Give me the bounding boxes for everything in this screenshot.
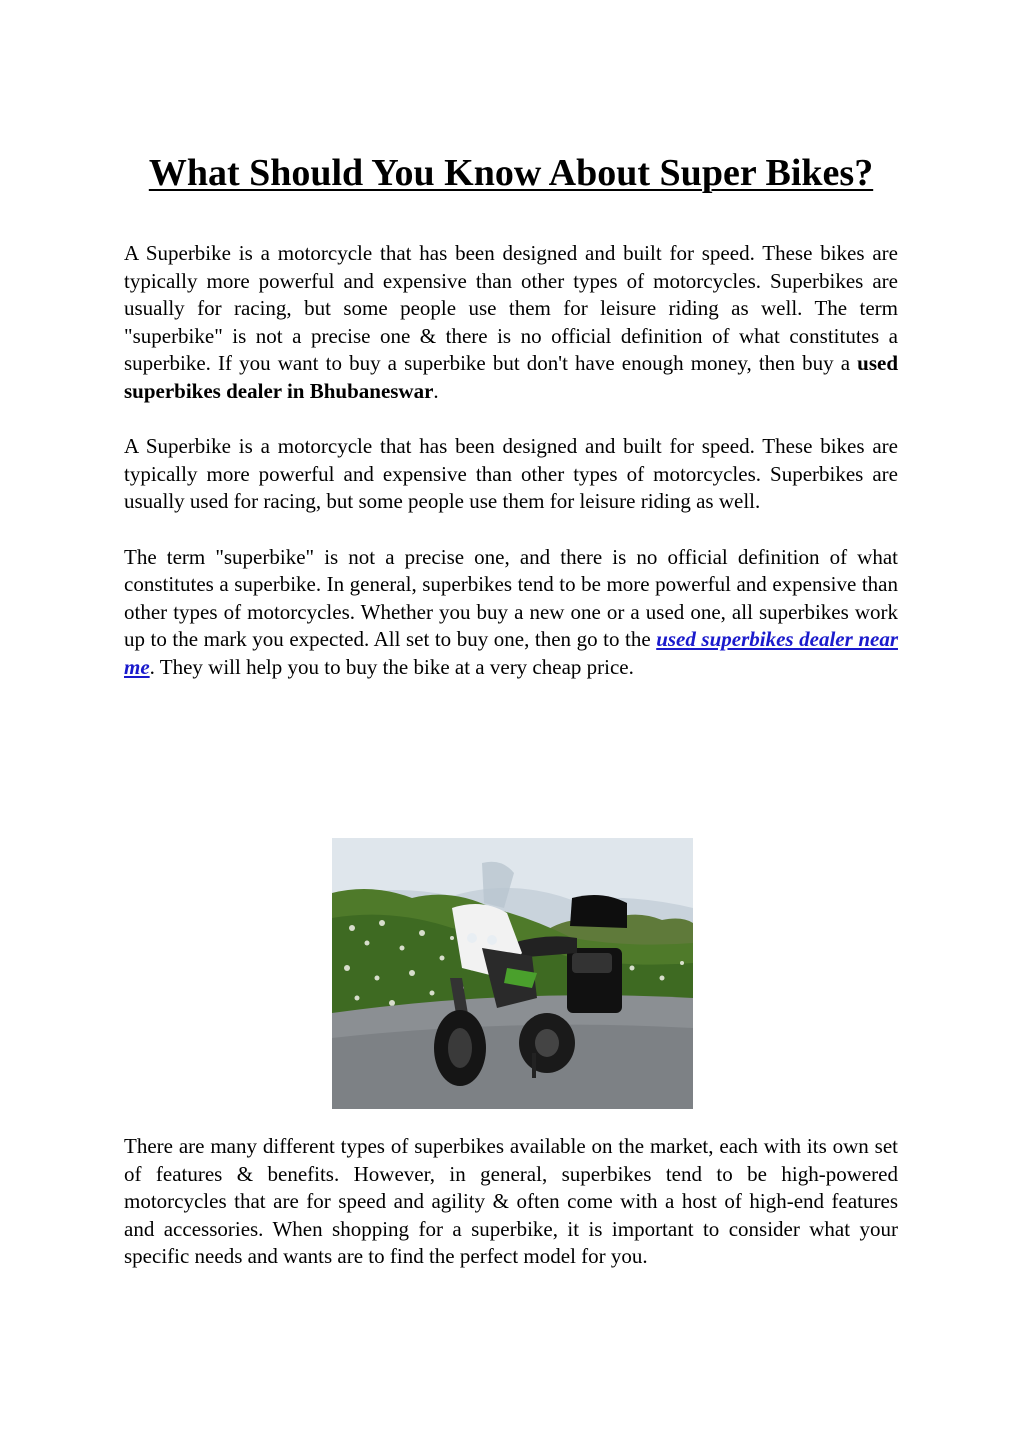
paragraph-four: There are many different types of superbikes available on the market, each with its own set of features & benefits. However, in general, superbikes tend to be high-powered motorcycles that are for speed and agility & often come with a host of high-end features and accessories. When shopping for a superbike, it is important to consider what your specific needs and wants are to find the perfect model for you. xyxy=(124,1134,898,1269)
paragraph-three-text: The term "superbike" is not a precise one, and there is no official definition of what constitutes a superbike. In general, superbikes tend to be more powerful and expensive than other types of motorcycles. Whether you buy a new one or a used one, all superbikes work up to the mark you expected. All set to buy one, then go to the xyxy=(124,544,898,652)
paragraph-intro xyxy=(124,240,898,406)
document-page xyxy=(124,148,898,682)
paragraph-three-end: . They will help you to buy the bike at a very cheap price. xyxy=(149,654,634,679)
motorcycle-photo xyxy=(332,838,693,1109)
paragraph-intro-text: A Superbike is a motorcycle that has been designed and built for speed. These bikes are typically more powerful and expensive than other types of motorcycles. Superbikes are usually for racing, but some people use them for leisure riding as well. The term "superbike" is not a precise one & there is no official definition of what constitutes a superbike. If you want to buy a superbike but don't have enough money, then buy a xyxy=(124,241,898,376)
dealer-bhubaneswar-bold: used superbikes dealer in Bhubaneswar xyxy=(124,351,898,403)
paragraph-three xyxy=(124,544,898,682)
paragraph-intro-end: . xyxy=(433,378,439,403)
page-title: What Should You Know About Super Bikes? xyxy=(148,152,874,194)
paragraph-two: A Superbike is a motorcycle that has been designed and built for speed. These bikes are typically more powerful and expensive than other types of motorcycles. Superbikes are usually used for racing, but some people use them for leisure riding as well. xyxy=(124,434,898,514)
dealer-near-me-link[interactable]: used superbikes dealer near me xyxy=(124,627,898,679)
